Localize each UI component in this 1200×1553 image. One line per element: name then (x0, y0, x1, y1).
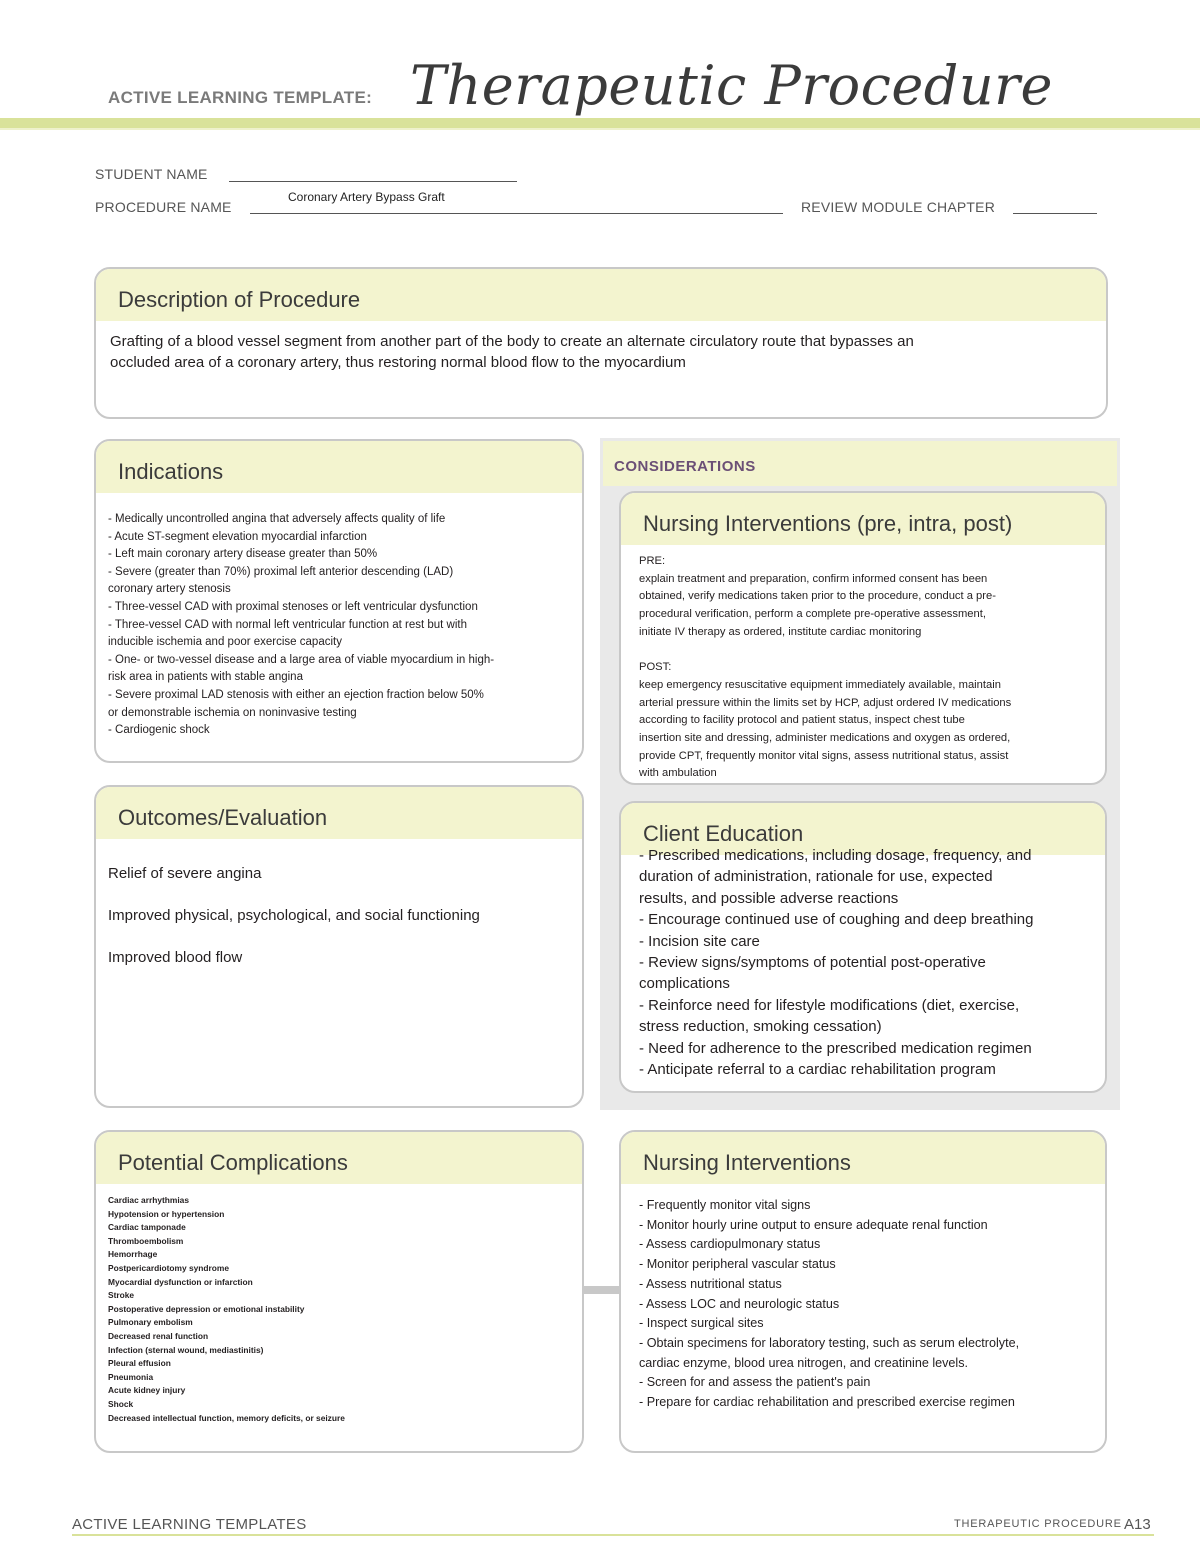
student-name-label: STUDENT NAME (95, 166, 208, 182)
template-label: ACTIVE LEARNING TEMPLATE: (108, 88, 373, 107)
client-education-text: - Prescribed medications, including dosage, frequency, and duration of administration, rationale for use, expected results, and possible adverse reactions - Encourage continued use of coughing and deep breathing - Incision site care - Review signs/symptoms of potential post-operative complications - Reinforce need for lifestyle modifications (diet, exercise, stress reduction, smoking cessation) - Need for adherence to the prescribed medication regimen - Anticipate referral to a cardiac rehabilitation program (639, 847, 1034, 1079)
description-title: Description of Procedure (96, 269, 1106, 321)
nursing-pre-intra-post-box (619, 491, 1107, 785)
footer-page-number: A13 (1124, 1516, 1151, 1533)
description-text: Grafting of a blood vessel segment from another part of the body to create an alternate circulatory route that bypasses an occluded area of a coronary artery, thus restoring normal blood flow to the myocardium (110, 333, 914, 371)
connector-bar (584, 1286, 620, 1294)
client-education-title: Client Education (621, 803, 1105, 855)
outcomes-text: Relief of severe angina Improved physical, psychological, and social functioning Improved blood flow (108, 865, 480, 966)
indications-box (94, 439, 584, 763)
outcomes-box (94, 785, 584, 1108)
complications-title: Potential Complications (96, 1132, 582, 1184)
client-education-box (619, 801, 1107, 1093)
footer-right: THERAPEUTIC PROCEDURE (954, 1518, 1122, 1530)
header-rule-light (0, 128, 1200, 130)
footer-rule (72, 1534, 1154, 1536)
review-module-field[interactable] (1013, 213, 1097, 214)
nursing-pre-intra-post-title: Nursing Interventions (pre, intra, post) (621, 493, 1105, 545)
procedure-name-value: Coronary Artery Bypass Graft (288, 190, 445, 204)
review-module-label: REVIEW MODULE CHAPTER (801, 199, 995, 215)
procedure-name-field[interactable] (250, 213, 783, 214)
considerations-title: CONSIDERATIONS (614, 458, 756, 475)
outcomes-title: Outcomes/Evaluation (96, 787, 582, 839)
complications-text: Cardiac arrhythmias Hypotension or hypertension Cardiac tamponade Thromboembolism Hemorrhage Postpericardiotomy syndrome Myocardial dysfunction or infarction Stroke Postoperative depression or emotional instability Pulmonary embolism Decreased renal function Infection (sternal wound, mediastinitis) Pleural effusion Pneumonia Acute kidney injury Shock Decreased intellectual function, memory deficits, or seizure (108, 1195, 345, 1423)
indications-title: Indications (96, 441, 582, 493)
procedure-name-label: PROCEDURE NAME (95, 199, 232, 215)
nursing-interventions-text: - Frequently monitor vital signs - Monitor hourly urine output to ensure adequate renal function - Assess cardiopulmonary status - Monitor peripheral vascular status - Assess nutritional status - Assess LOC and neurologic status - Inspect surgical sites - Obtain specimens for laboratory testing, such as serum electrolyte, cardiac enzyme, blood urea nitrogen, and creatinine levels. - Screen for and assess the patient's pain - Prepare for cardiac rehabilitation and prescribed exercise regimen (639, 1198, 1020, 1410)
nursing-interventions-title: Nursing Interventions (621, 1132, 1105, 1184)
header-rule (0, 118, 1200, 128)
complications-box (94, 1130, 584, 1453)
nursing-pre-intra-post-text: PRE: explain treatment and preparation, confirm informed consent has been obtained, verify medications taken prior to the procedure, conduct a pre- procedural verification, perform a complete pre-operative assessment, initiate IV therapy as ordered, institute cardiac monitoring POST: keep emergency resuscitative equipment immediately available, maintain arterial pressure within the limits set by HCP, adjust ordered IV medications according to facility protocol and patient status, inspect chest tube insertion site and dressing, administer medications and oxygen as ordered, provide CPT, frequently monitor vital signs, assess nutritional status, assist with ambulation (639, 555, 1012, 780)
page-title: Therapeutic Procedure (410, 54, 1053, 117)
nursing-interventions-box (619, 1130, 1107, 1453)
indications-text: - Medically uncontrolled angina that adversely affects quality of life - Acute ST-segment elevation myocardial infarction - Left main coronary artery disease greater than 50% - Severe (greater than 70%) proximal left anterior descending (LAD) coronary artery stenosis - Three-vessel CAD with proximal stenoses or left ventricular dysfunction - Three-vessel CAD with normal left ventricular function at rest but with inducible ischemia and poor exercise capacity - One- or two-vessel disease and a large area of viable myocardium in high- risk area in patients with stable angina - Severe proximal LAD stenosis with either an ejection fraction below 50% or demonstrable ischemia on noninvasive testing - Cardiogenic shock (108, 513, 495, 737)
description-box (94, 267, 1108, 419)
student-name-field[interactable] (229, 181, 517, 182)
footer-left: ACTIVE LEARNING TEMPLATES (72, 1516, 307, 1533)
